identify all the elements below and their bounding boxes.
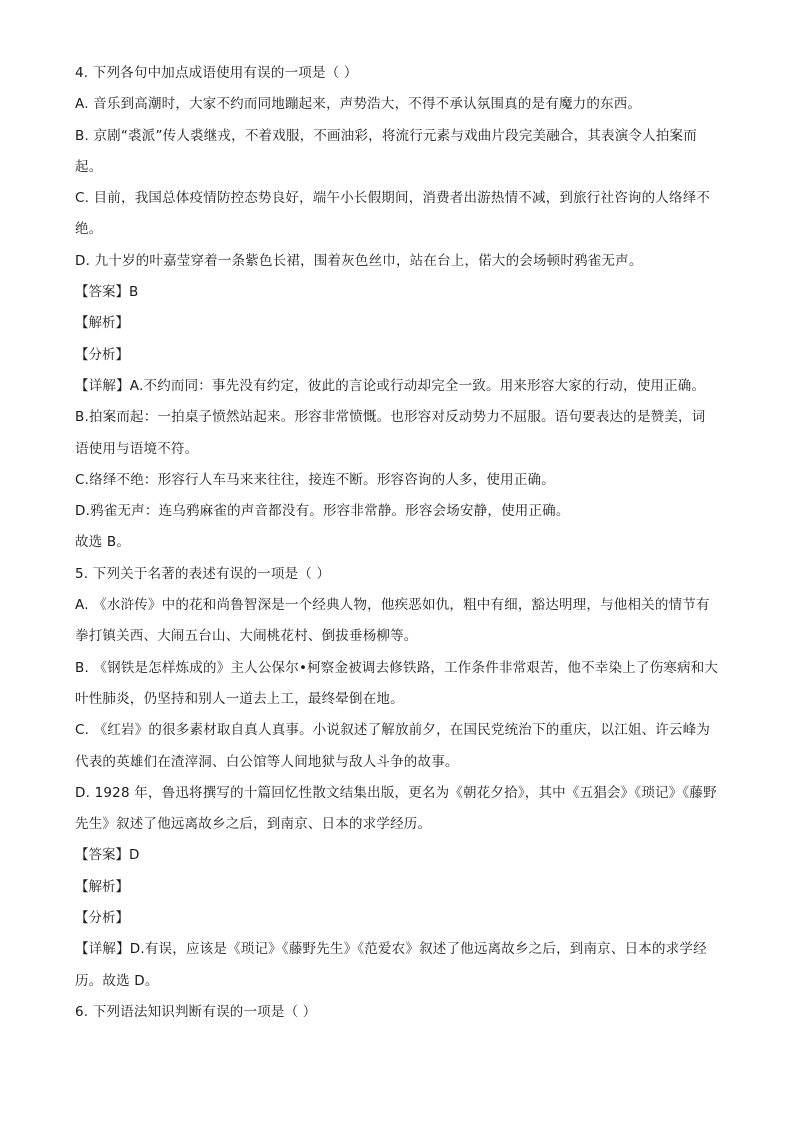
question-4-option-b: B. 京剧“裘派”传人裘继戎，不着戏服，不画油彩，将流行元素与戏曲片段完美融合，其表演令人拍案而 [75,127,697,144]
question-5-analysis-label: 【解析】 [75,878,129,895]
question-4-analysis-label: 【解析】 [75,315,129,332]
question-6-stem: 6. 下列语法知识判断有误的一项是（ ） [75,1003,317,1020]
document-page [75,58,725,1028]
question-5-option-c: C. 《红岩》的很多素材取自真人真事。小说叙述了解放前夕，在国民党统治下的重庆，以江姐、许云峰为 [75,722,711,739]
question-5-option-b-cont: 叶性肺炎，仍坚持和别人一道去上工，最终晕倒在地。 [75,690,404,707]
question-4-breakdown-label: 【分析】 [75,346,129,363]
question-5-answer: 【答案】D [75,847,140,864]
question-4-option-c-cont: 绝。 [75,221,103,238]
question-5-option-b: B. 《钢铁是怎样炼成的》主人公保尔•柯察金被调去修铁路，工作条件非常艰苦，他不幸染上了伤寒病和大 [75,659,719,676]
question-5-option-d-cont: 先生》叙述了他远离故乡之后，到南京、日本的求学经历。 [75,816,432,833]
question-4-detail-b: B.拍案而起：一拍桌子愤然站起来。形容非常愤慨。也形容对反动势力不屈服。语句要表达的是赞美，词 [75,409,706,426]
question-5-breakdown-label: 【分析】 [75,910,129,927]
question-4-option-d: D. 九十岁的叶嘉莹穿着一条紫色长裙，围着灰色丝巾，站在台上，偌大的会场顿时鸦雀无声。 [75,252,643,269]
question-5-detail-cont: 历。故选 D。 [75,972,159,989]
question-4-answer: 【答案】B [75,284,139,301]
question-5-option-a-cont: 拳打镇关西、大闹五台山、大闹桃花村、倒拔垂杨柳等。 [75,628,418,645]
question-5-stem: 5. 下列关于名著的表述有误的一项是（ ） [75,565,331,582]
question-5-option-a: A. 《水浒传》中的花和尚鲁智深是一个经典人物，他疾恶如仇，粗中有细，豁达明理，与他相关的情节有 [75,597,710,614]
question-4-option-b-cont: 起。 [75,158,103,175]
question-4-detail-c: C.络绎不绝：形容行人车马来来往往，接连不断。形容咨询的人多，使用正确。 [75,471,555,488]
question-4-stem: 4. 下列各句中加点成语使用有误的一项是（ ） [75,65,358,81]
question-4-option-c: C. 目前，我国总体疫情防控态势良好，端午小长假期间，消费者出游热情不减，到旅行社咨询的人络绎不 [75,190,711,207]
question-4-option-a: A. 音乐到高潮时，大家不约而同地蹦起来，声势浩大，不得不承认氛围真的是有魔力的东西。 [75,96,642,113]
question-4-detail-b-cont: 语使用与语境不符。 [75,440,199,457]
question-5-detail: 【详解】D.有误，应该是《琐记》《藤野先生》《范爱农》叙述了他远离故乡之后，到南京、日本的求学经 [75,941,707,958]
question-5-option-d: D. 1928 年，鲁迅将撰写的十篇回忆性散文结集出版，更名为《朝花夕拾》，其中《五猖会》《琐记》《藤野 [75,784,717,801]
question-5-option-c-cont: 代表的英雄们在渣滓洞、白公馆等人间地狱与敌人斗争的故事。 [75,753,459,770]
question-4-detail-d: D.鸦雀无声：连乌鸦麻雀的声音都没有。形容非常静。形容会场安静，使用正确。 [75,503,570,520]
question-4-conclusion: 故选 B。 [75,534,131,551]
question-4-detail-a: 【详解】A.不约而同：事先没有约定，彼此的言论或行动却完全一致。用来形容大家的行动，使用正确。 [75,377,706,394]
